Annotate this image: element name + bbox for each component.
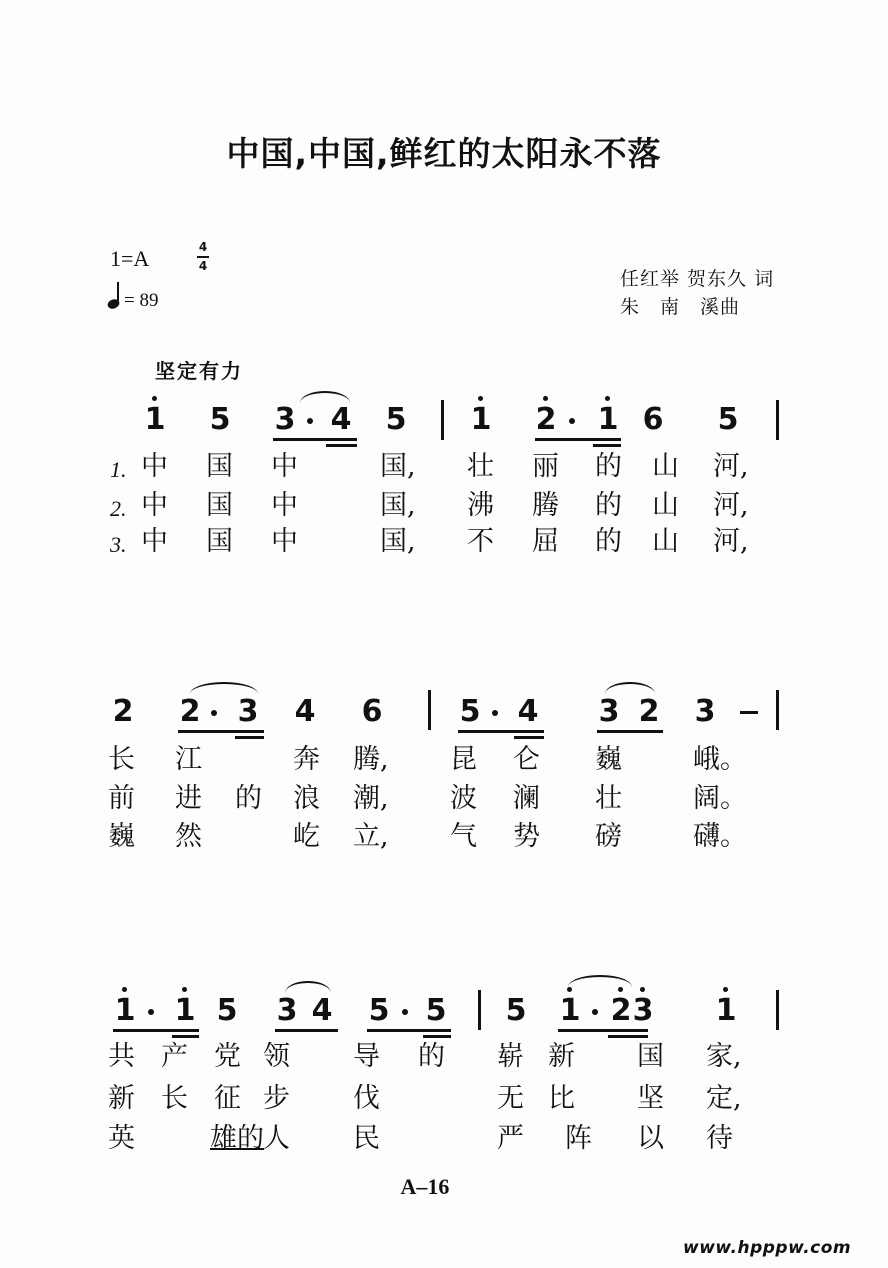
lyricist-credit: 任红举 贺东久 词: [620, 268, 775, 290]
lyric: 待: [706, 1123, 733, 1154]
note: 5: [209, 402, 231, 437]
augmentation-dot: [492, 710, 498, 716]
eighth-underline: [597, 730, 663, 733]
lyric: 国,: [380, 451, 416, 482]
lyric: 中: [141, 490, 168, 521]
bar-line: [428, 690, 431, 730]
lyric: 中: [141, 526, 168, 557]
lyric: 国,: [380, 490, 416, 521]
eighth-underline: [558, 1029, 648, 1032]
note: 3: [694, 694, 716, 729]
bar-line: [776, 990, 779, 1030]
note: 1: [470, 402, 492, 437]
high-octave-dot: [605, 396, 610, 401]
quarter-note-icon: [106, 280, 122, 310]
lyric: 立,: [353, 821, 389, 852]
time-signature-top: 4: [198, 240, 208, 254]
lyric: 波: [450, 783, 477, 814]
note: 4: [294, 694, 316, 729]
note: 3: [276, 993, 298, 1028]
high-octave-dot: [640, 987, 645, 992]
note: 1: [114, 993, 136, 1028]
lyric: 壮: [595, 783, 622, 814]
lyric: 国: [206, 526, 233, 557]
lyric: 征: [214, 1083, 241, 1114]
lyric: 定,: [706, 1083, 742, 1114]
lyric: 党: [214, 1041, 241, 1072]
note: 5: [425, 993, 447, 1028]
lyric: 英: [108, 1123, 135, 1154]
lyric: 共: [108, 1041, 135, 1072]
lyric: 无: [497, 1083, 524, 1114]
lyric: 沸: [467, 490, 494, 521]
eighth-underline: [275, 1029, 338, 1032]
extension-dash: [740, 711, 758, 714]
tempo-marking: 坚定有力: [155, 359, 243, 383]
high-octave-dot: [152, 396, 157, 401]
bar-line: [776, 400, 779, 440]
slur: [300, 391, 350, 403]
lyric: 峨。: [693, 744, 747, 775]
lyric: 长: [161, 1083, 188, 1114]
lyric: 进: [175, 783, 202, 814]
lyric: 屹: [293, 821, 320, 852]
sixteenth-underline: [514, 736, 544, 739]
augmentation-dot: [148, 1009, 154, 1015]
lyric: 领: [263, 1041, 290, 1072]
high-octave-dot: [543, 396, 548, 401]
note: 3: [274, 402, 296, 437]
verse-number: 2.: [110, 496, 127, 521]
lyric: 的: [595, 451, 622, 482]
augmentation-dot: [211, 710, 217, 716]
note: 4: [311, 993, 333, 1028]
bar-line: [776, 690, 779, 730]
key-signature: 1=A: [110, 246, 150, 271]
lyric: 腾: [532, 490, 559, 521]
lyric: 浪: [293, 783, 320, 814]
bar-line: [478, 990, 481, 1030]
high-octave-dot: [478, 396, 483, 401]
lyric: 雄的: [210, 1123, 264, 1154]
lyric: 长: [108, 744, 135, 775]
note: 2: [610, 993, 632, 1028]
lyric: 国: [206, 490, 233, 521]
slur: [190, 682, 258, 694]
note: 3: [598, 694, 620, 729]
lyric: 比: [548, 1083, 575, 1114]
lyric: 壮: [467, 451, 494, 482]
high-octave-dot: [122, 987, 127, 992]
note: 1: [597, 402, 619, 437]
eighth-underline: [535, 438, 621, 441]
bar-line: [441, 400, 444, 440]
lyric: 巍: [108, 821, 135, 852]
lyric: 阵: [565, 1123, 592, 1154]
time-signature-bottom: 4: [198, 259, 208, 273]
note: 6: [361, 694, 383, 729]
lyric: 中: [271, 526, 298, 557]
lyric: 的: [595, 490, 622, 521]
augmentation-dot: [402, 1009, 408, 1015]
note: 5: [385, 402, 407, 437]
lyric: 家,: [706, 1041, 742, 1072]
lyric: 河,: [713, 451, 749, 482]
eighth-underline: [367, 1029, 451, 1032]
lyric: 仑: [513, 744, 540, 775]
note: 2: [179, 694, 201, 729]
sixteenth-underline: [326, 444, 357, 447]
lyric: 坚: [637, 1083, 664, 1114]
note: 5: [505, 993, 527, 1028]
lyric: 河,: [713, 490, 749, 521]
lyric: 腾,: [353, 744, 389, 775]
lyric: 国: [637, 1041, 664, 1072]
slur: [285, 981, 331, 993]
sixteenth-underline: [172, 1035, 199, 1038]
composer-credit: 朱 南 溪曲: [620, 296, 741, 318]
eighth-underline: [273, 438, 357, 441]
lyric: 民: [353, 1123, 380, 1154]
lyric: 前: [108, 783, 135, 814]
sixteenth-underline: [608, 1035, 648, 1038]
slur: [568, 975, 632, 987]
note: 5: [216, 993, 238, 1028]
high-octave-dot: [567, 987, 572, 992]
website-watermark: www.hpppw.com: [683, 1238, 852, 1258]
note: 1: [144, 402, 166, 437]
lyric: 势: [513, 821, 540, 852]
time-signature-line: [197, 256, 209, 258]
lyric: 产: [161, 1041, 188, 1072]
lyric: 然: [175, 821, 202, 852]
lyric: 气: [450, 821, 477, 852]
note: 3: [632, 993, 654, 1028]
lyric: 山: [652, 490, 679, 521]
lyric: 山: [652, 526, 679, 557]
lyric: 严: [497, 1123, 524, 1154]
note: 6: [642, 402, 664, 437]
lyric: 奔: [293, 744, 320, 775]
note: 5: [368, 993, 390, 1028]
song-title: 中国,中国,鲜红的太阳永不落: [226, 134, 662, 173]
lyric: 河,: [713, 526, 749, 557]
augmentation-dot: [569, 418, 575, 424]
lyric: 山: [652, 451, 679, 482]
note: 1: [559, 993, 581, 1028]
lyric: 中: [271, 490, 298, 521]
lyric: 屈: [532, 526, 559, 557]
lyric: 江: [175, 744, 202, 775]
high-octave-dot: [618, 987, 623, 992]
page-number: A–16: [400, 1174, 450, 1199]
eighth-underline: [178, 730, 264, 733]
sixteenth-underline: [423, 1035, 451, 1038]
lyric: 磅: [595, 821, 622, 852]
eighth-underline: [113, 1029, 199, 1032]
sixteenth-underline: [593, 444, 621, 447]
high-octave-dot: [723, 987, 728, 992]
note: 2: [638, 694, 660, 729]
lyric: 巍: [595, 744, 622, 775]
lyric: 中: [141, 451, 168, 482]
lyric: 伐: [353, 1083, 380, 1114]
lyric: 的: [418, 1041, 445, 1072]
verse-number: 3.: [110, 532, 127, 557]
note: 4: [330, 402, 352, 437]
lyric: 步: [263, 1083, 290, 1114]
lyric: 不: [467, 526, 494, 557]
note: 2: [112, 694, 134, 729]
augmentation-dot: [592, 1009, 598, 1015]
note: 2: [535, 402, 557, 437]
note: 4: [517, 694, 539, 729]
lyric: 的: [595, 526, 622, 557]
lyric: 人: [263, 1123, 290, 1154]
note: 3: [237, 694, 259, 729]
augmentation-dot: [307, 418, 313, 424]
lyric: 崭: [497, 1041, 524, 1072]
lyric: 以: [637, 1123, 664, 1154]
note: 1: [174, 993, 196, 1028]
high-octave-dot: [182, 987, 187, 992]
lyric: 新: [548, 1041, 575, 1072]
note: 1: [715, 993, 737, 1028]
lyric: 导: [353, 1041, 380, 1072]
lyric: 新: [108, 1083, 135, 1114]
lyric: 中: [271, 451, 298, 482]
lyric: 澜: [513, 783, 540, 814]
tempo-value: = 89: [124, 290, 159, 311]
lyric: 阔。: [693, 783, 747, 814]
lyric: 潮,: [353, 783, 389, 814]
verse-number: 1.: [110, 457, 127, 482]
lyric: 礴。: [693, 821, 747, 852]
note: 5: [717, 402, 739, 437]
note: 5: [459, 694, 481, 729]
lyric: 昆: [450, 744, 477, 775]
lyric: 的: [235, 783, 262, 814]
lyric: 国: [206, 451, 233, 482]
sixteenth-underline: [235, 736, 264, 739]
slur: [605, 682, 655, 694]
lyric: 丽: [532, 451, 559, 482]
eighth-underline: [458, 730, 544, 733]
lyric: 国,: [380, 526, 416, 557]
